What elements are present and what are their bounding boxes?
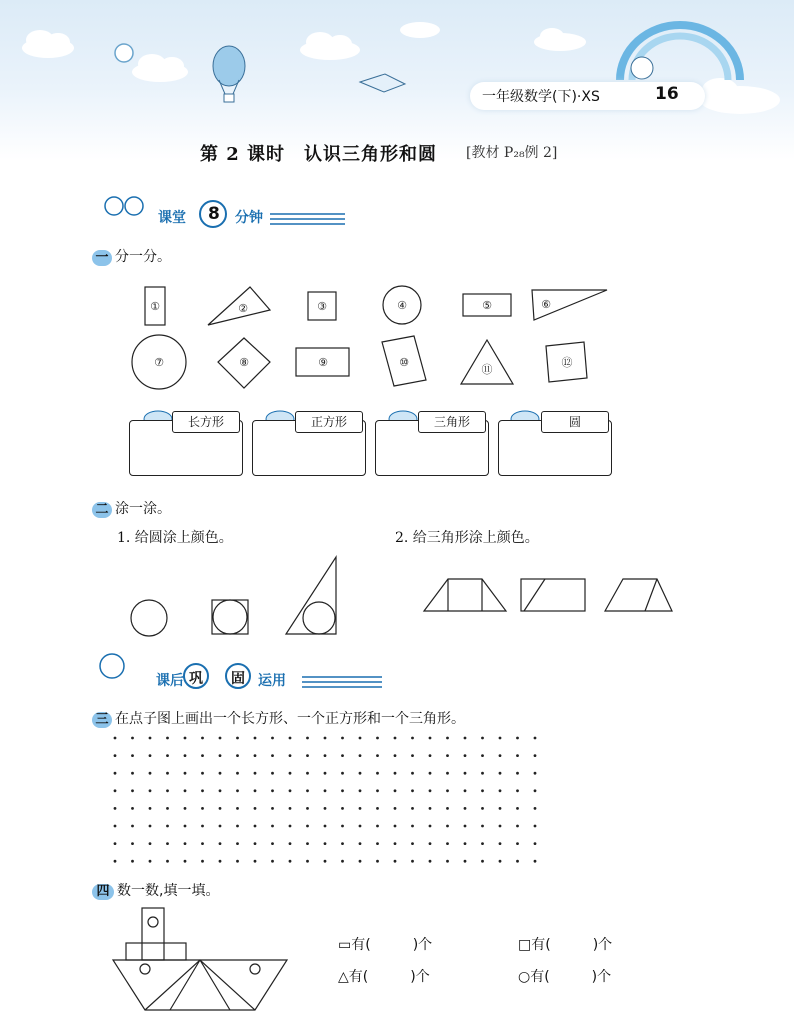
grid-dot[interactable] (534, 772, 537, 775)
grid-dot[interactable] (184, 825, 187, 828)
grid-dot[interactable] (516, 842, 519, 845)
grid-dot[interactable] (394, 825, 397, 828)
grid-dot[interactable] (131, 825, 134, 828)
section-tag-suffix: 分钟 (235, 210, 263, 226)
shape-label: ⑪ (481, 363, 493, 376)
grid-dot[interactable] (464, 860, 467, 863)
grid-dot[interactable] (516, 860, 519, 863)
shape-label: ⑫ (561, 356, 573, 369)
grid-dot[interactable] (464, 789, 467, 792)
grid-dot[interactable] (534, 825, 537, 828)
grid-dot[interactable] (289, 860, 292, 863)
grid-dot[interactable] (289, 807, 292, 810)
grid-dot[interactable] (359, 754, 362, 757)
kite-icon (360, 74, 405, 92)
triangle-with-circle (286, 557, 336, 634)
grid-dot[interactable] (114, 789, 117, 792)
grid-dot[interactable] (236, 860, 239, 863)
grid-dot[interactable] (184, 842, 187, 845)
grid-dot[interactable] (376, 860, 379, 863)
circle-symbol: ○ (518, 969, 531, 985)
grid-dot[interactable] (534, 860, 537, 863)
grid-dot[interactable] (394, 860, 397, 863)
grid-dot[interactable] (236, 807, 239, 810)
grid-dot[interactable] (446, 807, 449, 810)
grid-dot[interactable] (166, 754, 169, 757)
grid-dot[interactable] (149, 754, 152, 757)
grid-dot[interactable] (376, 825, 379, 828)
grid-dot[interactable] (446, 825, 449, 828)
fill-blank[interactable]: 有( )个 (530, 969, 612, 985)
grid-dot[interactable] (201, 754, 204, 757)
grid-dot[interactable] (429, 789, 432, 792)
grid-dot[interactable] (306, 754, 309, 757)
grid-dot[interactable] (341, 737, 344, 740)
grade-label: 一年级数学(下)·XS (482, 89, 600, 105)
grid-dot[interactable] (254, 842, 257, 845)
grid-dot[interactable] (201, 789, 204, 792)
grid-dot[interactable] (114, 772, 117, 775)
shape-label: ① (150, 300, 160, 313)
coloring-figures (120, 555, 680, 640)
section2-tag-a: 巩 (189, 671, 203, 687)
grid-dot[interactable] (149, 860, 152, 863)
grid-dot[interactable] (254, 825, 257, 828)
grid-dot[interactable] (289, 789, 292, 792)
grid-dot[interactable] (481, 789, 484, 792)
question-title: 在点子图上画出一个长方形、一个正方形和一个三角形。 (115, 711, 465, 727)
grid-dot[interactable] (429, 807, 432, 810)
grid-dot[interactable] (131, 772, 134, 775)
grid-dot[interactable] (516, 789, 519, 792)
grid-dot[interactable] (499, 825, 502, 828)
grid-dot[interactable] (411, 754, 414, 757)
grid-dot[interactable] (166, 825, 169, 828)
grid-dot[interactable] (394, 772, 397, 775)
grid-dot[interactable] (411, 860, 414, 863)
grid-dot[interactable] (271, 772, 274, 775)
grid-dot[interactable] (324, 754, 327, 757)
grid-dot[interactable] (534, 842, 537, 845)
shape-label: ⑥ (541, 298, 551, 311)
section-tag-decoration (100, 190, 350, 230)
grid-dot[interactable] (394, 842, 397, 845)
grid-dot[interactable] (114, 754, 117, 757)
grid-dot[interactable] (219, 754, 222, 757)
grid-dot[interactable] (201, 772, 204, 775)
grid-dot[interactable] (499, 807, 502, 810)
grid-dot[interactable] (446, 842, 449, 845)
shape-label: ⑩ (399, 356, 409, 369)
grid-dot[interactable] (464, 754, 467, 757)
grid-dot[interactable] (184, 860, 187, 863)
grid-dot[interactable] (236, 789, 239, 792)
grid-dot[interactable] (516, 737, 519, 740)
grid-dot[interactable] (254, 860, 257, 863)
grid-dot[interactable] (376, 842, 379, 845)
grid-dot[interactable] (499, 789, 502, 792)
grid-dot[interactable] (341, 842, 344, 845)
question-number-badge: 二 (92, 502, 112, 518)
grid-dot[interactable] (166, 772, 169, 775)
page-number: 16 (655, 84, 679, 104)
kids-icon (105, 197, 123, 215)
lesson-title: 第 2 课时 认识三角形和圆 (200, 144, 438, 165)
grid-dot[interactable] (359, 825, 362, 828)
grid-dot[interactable] (254, 772, 257, 775)
grid-dot[interactable] (429, 737, 432, 740)
grid-dot[interactable] (219, 807, 222, 810)
grid-dot[interactable] (359, 842, 362, 845)
grid-dot[interactable] (499, 842, 502, 845)
grid-dot[interactable] (394, 789, 397, 792)
grid-dot[interactable] (166, 737, 169, 740)
grid-dot[interactable] (131, 807, 134, 810)
grid-dot[interactable] (219, 825, 222, 828)
grid-dot[interactable] (481, 807, 484, 810)
banner-illustration (0, 0, 794, 130)
grid-dot[interactable] (429, 754, 432, 757)
grid-dot[interactable] (114, 842, 117, 845)
section2-tag-suffix: 运用 (258, 673, 286, 689)
question-title: 涂一涂。 (115, 501, 171, 517)
grid-dot[interactable] (481, 825, 484, 828)
grid-dot[interactable] (499, 737, 502, 740)
shape-label: ④ (397, 299, 407, 312)
grid-dot[interactable] (271, 754, 274, 757)
grid-dot[interactable] (534, 754, 537, 757)
grid-dot[interactable] (306, 860, 309, 863)
grid-dot[interactable] (411, 825, 414, 828)
grid-dot[interactable] (114, 737, 117, 740)
grid-dot[interactable] (289, 754, 292, 757)
grid-dot[interactable] (236, 754, 239, 757)
ship-figure (110, 905, 295, 1015)
section2-tag-prefix: 课后 (156, 673, 184, 689)
grid-dot[interactable] (376, 737, 379, 740)
grid-dot[interactable] (534, 807, 537, 810)
grid-dot[interactable] (324, 772, 327, 775)
grid-dot[interactable] (271, 737, 274, 740)
grid-dot[interactable] (289, 842, 292, 845)
grid-dot[interactable] (429, 842, 432, 845)
grid-dot[interactable] (201, 825, 204, 828)
grid-dot[interactable] (464, 825, 467, 828)
grid-dot[interactable] (516, 825, 519, 828)
grid-dot[interactable] (219, 737, 222, 740)
grid-dot[interactable] (324, 825, 327, 828)
grid-dot[interactable] (149, 789, 152, 792)
grid-dot[interactable] (446, 737, 449, 740)
grid-dot[interactable] (464, 737, 467, 740)
grid-dot[interactable] (429, 860, 432, 863)
sub-question-2: 2. 给三角形涂上颜色。 (395, 530, 539, 546)
question-4-heading (92, 880, 219, 900)
grid-dot[interactable] (446, 754, 449, 757)
header-banner (0, 0, 794, 160)
grid-dot[interactable] (324, 807, 327, 810)
sub-question-1: 1. 给圆涂上颜色。 (117, 530, 233, 546)
grid-dot[interactable] (464, 772, 467, 775)
grid-dot[interactable] (149, 825, 152, 828)
grid-dot[interactable] (516, 807, 519, 810)
grid-dot[interactable] (359, 807, 362, 810)
grid-dot[interactable] (411, 807, 414, 810)
grid-dot[interactable] (534, 789, 537, 792)
grid-dot[interactable] (359, 789, 362, 792)
grid-dot[interactable] (306, 825, 309, 828)
grid-dot[interactable] (411, 789, 414, 792)
grid-dot[interactable] (131, 737, 134, 740)
grid-dot[interactable] (219, 842, 222, 845)
grid-dot[interactable] (324, 842, 327, 845)
grid-dot[interactable] (359, 772, 362, 775)
grid-dot[interactable] (254, 754, 257, 757)
grid-dot[interactable] (341, 807, 344, 810)
grid-dot[interactable] (429, 772, 432, 775)
grid-dot[interactable] (411, 842, 414, 845)
grid-dot[interactable] (341, 754, 344, 757)
count-triangles (338, 966, 430, 986)
question-title: 分一分。 (115, 249, 171, 265)
grid-dot[interactable] (446, 860, 449, 863)
grid-dot[interactable] (271, 825, 274, 828)
circle-shape (131, 600, 167, 636)
grid-dot[interactable] (149, 737, 152, 740)
shape-label: ⑤ (482, 299, 492, 312)
grid-dot[interactable] (446, 772, 449, 775)
grid-dot[interactable] (341, 860, 344, 863)
grid-dot[interactable] (201, 807, 204, 810)
grid-dot[interactable] (411, 772, 414, 775)
question-3-heading (92, 708, 465, 728)
grid-dot[interactable] (254, 807, 257, 810)
count-squares (518, 934, 612, 954)
dot-grid[interactable] (110, 730, 550, 870)
sun-icon (115, 44, 133, 62)
grid-dot[interactable] (376, 789, 379, 792)
grid-dot[interactable] (534, 737, 537, 740)
section-tag-prefix: 课堂 (158, 210, 186, 226)
trapezoid-shape (424, 579, 506, 611)
grid-dot[interactable] (516, 772, 519, 775)
grid-dot[interactable] (341, 789, 344, 792)
grid-dot[interactable] (306, 789, 309, 792)
grid-dot[interactable] (201, 860, 204, 863)
grid-dot[interactable] (306, 772, 309, 775)
grid-dot[interactable] (201, 737, 204, 740)
rainbow-icon (620, 25, 740, 80)
grid-dot[interactable] (464, 807, 467, 810)
grid-dot[interactable] (166, 860, 169, 863)
grid-dot[interactable] (306, 737, 309, 740)
grid-dot[interactable] (114, 825, 117, 828)
grid-dot[interactable] (376, 807, 379, 810)
grid-dot[interactable] (131, 789, 134, 792)
question-number-badge: 三 (92, 712, 112, 728)
grid-dot[interactable] (341, 825, 344, 828)
grid-dot[interactable] (341, 772, 344, 775)
grid-dot[interactable] (166, 842, 169, 845)
grid-dot[interactable] (394, 754, 397, 757)
grid-dot[interactable] (149, 772, 152, 775)
grid-dot[interactable] (236, 842, 239, 845)
grid-dot[interactable] (131, 754, 134, 757)
question-1-heading (92, 246, 171, 266)
square-symbol: □ (518, 937, 532, 953)
grid-dot[interactable] (271, 789, 274, 792)
grid-dot[interactable] (166, 789, 169, 792)
question-number-badge: 四 (92, 884, 114, 900)
grid-dot[interactable] (516, 754, 519, 757)
triangle-symbol: △ (338, 969, 349, 985)
grid-dot[interactable] (236, 772, 239, 775)
shape-label: ② (238, 302, 248, 315)
question-title: 数一数,填一填。 (117, 883, 220, 899)
grid-dot[interactable] (499, 860, 502, 863)
grid-dot[interactable] (499, 772, 502, 775)
category-label: 正方形 (295, 411, 363, 433)
count-rectangles (338, 934, 432, 954)
grid-dot[interactable] (149, 842, 152, 845)
child-icon (100, 654, 124, 678)
grid-dot[interactable] (184, 789, 187, 792)
grid-dot[interactable] (306, 807, 309, 810)
grid-dot[interactable] (359, 737, 362, 740)
shape-label: ⑧ (239, 356, 249, 369)
grid-dot[interactable] (411, 737, 414, 740)
grid-dot[interactable] (376, 772, 379, 775)
count-circles (518, 966, 611, 986)
grid-dot[interactable] (219, 860, 222, 863)
grid-dot[interactable] (184, 754, 187, 757)
fill-blank[interactable]: 有( )个 (351, 937, 433, 953)
grid-dot[interactable] (184, 807, 187, 810)
section2-tag-b: 固 (231, 671, 245, 687)
grid-dot[interactable] (481, 772, 484, 775)
shape-11 (461, 340, 513, 384)
grid-dot[interactable] (289, 737, 292, 740)
category-label: 三角形 (418, 411, 486, 433)
shapes-figure (120, 280, 620, 390)
lesson-reference: [教材 P₂₈例 2] (466, 145, 558, 161)
fill-blank[interactable]: 有( )个 (531, 937, 613, 953)
grid-dot[interactable] (446, 789, 449, 792)
grid-dot[interactable] (481, 860, 484, 863)
grid-dot[interactable] (481, 754, 484, 757)
grid-dot[interactable] (499, 754, 502, 757)
grid-dot[interactable] (376, 754, 379, 757)
grid-dot[interactable] (289, 772, 292, 775)
category-label: 圆 (541, 411, 609, 433)
grid-dot[interactable] (271, 807, 274, 810)
rectangle-split (521, 579, 585, 611)
shape-label: ③ (317, 300, 327, 313)
shape-label: ⑨ (318, 356, 328, 369)
grid-dot[interactable] (219, 789, 222, 792)
grid-dot[interactable] (289, 825, 292, 828)
grid-dot[interactable] (324, 860, 327, 863)
grid-dot[interactable] (219, 772, 222, 775)
grid-dot[interactable] (306, 842, 309, 845)
grid-dot[interactable] (464, 842, 467, 845)
grid-dot[interactable] (324, 789, 327, 792)
grid-dot[interactable] (236, 825, 239, 828)
balloon-icon (213, 46, 245, 102)
grid-dot[interactable] (166, 807, 169, 810)
grid-dot[interactable] (131, 842, 134, 845)
grid-dot[interactable] (324, 737, 327, 740)
grid-dot[interactable] (184, 772, 187, 775)
grid-dot[interactable] (359, 860, 362, 863)
section-tag-number: 8 (208, 204, 220, 224)
question-number-badge: 一 (92, 250, 112, 266)
grid-dot[interactable] (131, 860, 134, 863)
grid-dot[interactable] (114, 807, 117, 810)
shape-label: ⑦ (154, 356, 164, 369)
rectangle-symbol: ▭ (338, 937, 352, 953)
grid-dot[interactable] (271, 860, 274, 863)
question-2-heading (92, 498, 171, 518)
grid-dot[interactable] (394, 737, 397, 740)
grid-dot[interactable] (201, 842, 204, 845)
grid-dot[interactable] (481, 842, 484, 845)
grid-dot[interactable] (254, 789, 257, 792)
grid-dot[interactable] (236, 737, 239, 740)
grid-dot[interactable] (271, 842, 274, 845)
grid-dot[interactable] (481, 737, 484, 740)
grid-dot[interactable] (429, 825, 432, 828)
fill-blank[interactable]: 有( )个 (348, 969, 430, 985)
parallelogram-shape (605, 579, 672, 611)
grid-dot[interactable] (149, 807, 152, 810)
grid-dot[interactable] (114, 860, 117, 863)
grid-dot[interactable] (394, 807, 397, 810)
category-label: 长方形 (172, 411, 240, 433)
grid-dot[interactable] (184, 737, 187, 740)
grid-dot[interactable] (254, 737, 257, 740)
